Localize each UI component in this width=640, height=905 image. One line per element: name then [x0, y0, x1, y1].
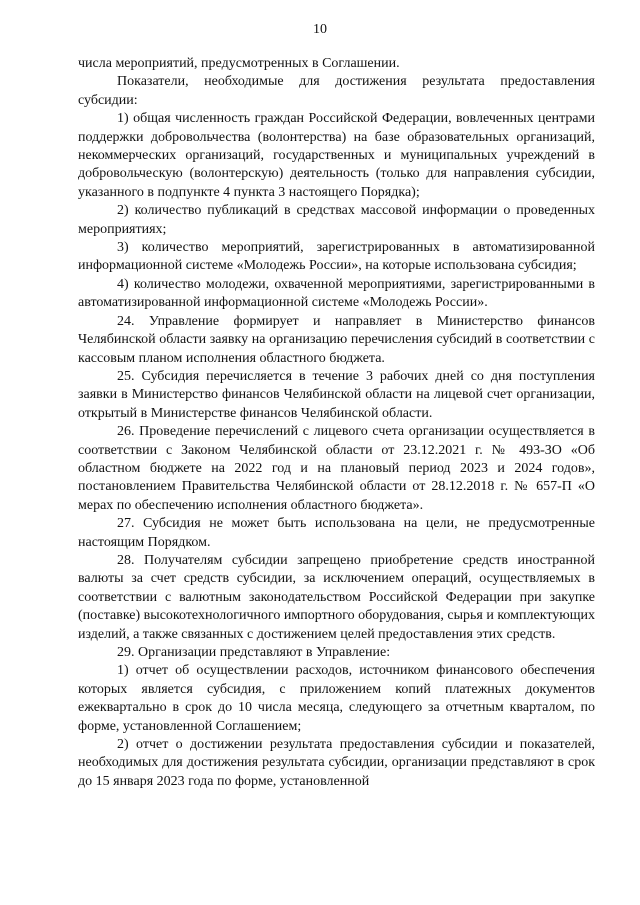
paragraph-indicator-1: 1) общая численность граждан Российской Федерации, вовлеченных центрами поддержки добровольчества (волонтерства) на базе образовательных организаций, некоммерческих организаций, государственных и муниципальных учреждений в добровольческую (волонтерскую) деятельность (только для направления субсидии, указанного в подпункте 4 пункта 3 настоящего Порядка);	[78, 111, 595, 200]
paragraph-item-25: 25. Субсидия перечисляется в течение 3 рабочих дней со дня поступления заявки в Министерство финансов Челябинской области на лицевой счет организации, открытый в Министерстве финансов Челябинской области.	[78, 368, 595, 421]
paragraph-indicator-4: 4) количество молодежи, охваченной мероприятиями, зарегистрированными в автоматизированной информационной системе «Молодежь России».	[78, 276, 595, 311]
paragraph-item-28: 28. Получателям субсидии запрещено приобретение средств иностранной валюты за счет средств субсидии, за исключением операций, осуществляемых в соответствии с валютным законодательством Российской Федерации при закупке (поставке) высокотехнологичного импортного оборудования, сырья и комплектующих изделий, а также связанных с достижением целей предоставления этих средств.	[78, 552, 595, 642]
paragraph-report-2: 2) отчет о достижении результата предоставления субсидии и показателей, необходимых для достижения результата субсидии, организации представляют в срок до 15 января 2023 года по форме, установленной	[78, 737, 595, 789]
paragraph-item-29: 29. Организации представляют в Управление:	[117, 645, 391, 660]
paragraph-report-1: 1) отчет об осуществлении расходов, источником финансового обеспечения которых является субсидия, с приложением копий платежных документов ежеквартально в срок до 10 числа месяца, следующего за отчетным кварталом, по форме, установленной Соглашением;	[78, 663, 595, 734]
paragraph-indicators-intro: Показатели, необходимые для достижения результата предоставления субсидии:	[78, 74, 595, 108]
document-body	[78, 55, 595, 791]
paragraph-item-27: 27. Субсидия не может быть использована на цели, не предусмотренные настоящим Порядком.	[78, 516, 595, 550]
page-number: 10	[313, 22, 327, 37]
paragraph-indicator-2: 2) количество публикаций в средствах массовой информации о проведенных мероприятиях;	[78, 203, 595, 237]
paragraph-item-26: 26. Проведение перечислений с лицевого счета организации осуществляется в соответствии с Законом Челябинской области от 23.12.2021 г. № 493-ЗО «Об областном бюджете на 2022 год и на плановый период 2023 и 2024 годов», постановлением Правительства Челябинской области от 28.12.2018 г. № 657-П «О мерах по обеспечению исполнения областного бюджета».	[78, 424, 595, 513]
paragraph-item-24: 24. Управление формирует и направляет в Министерство финансов Челябинской области заявку на организацию перечисления субсидий в соответствии с кассовым планом исполнения областного бюджета.	[78, 313, 595, 366]
paragraph-continuation: числа мероприятий, предусмотренных в Соглашении.	[78, 56, 400, 71]
paragraph-indicator-3: 3) количество мероприятий, зарегистрированных в автоматизированной информационной системе «Молодежь России», на которые использована субсидия;	[78, 240, 595, 274]
